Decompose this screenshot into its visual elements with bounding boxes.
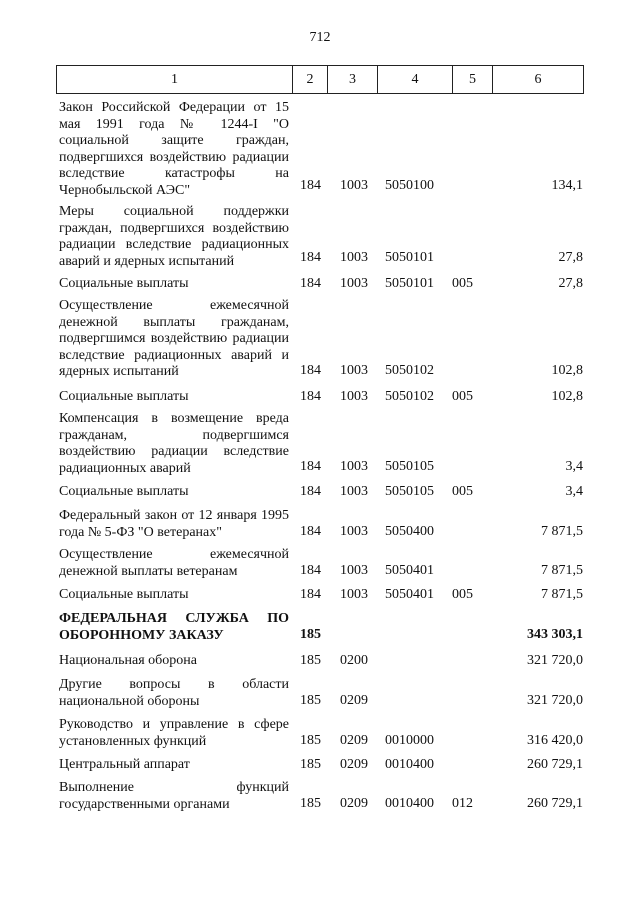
row-sum: 260 729,1	[527, 757, 583, 772]
row-name: Социальные выплаты	[59, 587, 189, 602]
row-vr: 012	[452, 796, 473, 811]
row-sum: 7 871,5	[541, 563, 583, 578]
row-rz: 0200	[340, 653, 368, 668]
row-name: Национальная оборона	[59, 653, 197, 668]
row-csr: 0010400	[385, 757, 434, 772]
row-name: Руководство и управление в сфере установленных функций	[59, 717, 289, 749]
row-name: Меры социальной поддержки граждан, подвергшихся воздействию радиации вследствие радиационных аварий и ядерных испытаний	[59, 204, 289, 269]
row-sum: 321 720,0	[527, 693, 583, 708]
row-rz: 0209	[340, 757, 368, 772]
row-rz: 1003	[340, 250, 368, 265]
row-rz: 1003	[340, 587, 368, 602]
row-sum: 343 303,1	[527, 627, 583, 642]
row-rz: 0209	[340, 796, 368, 811]
row-rz: 0209	[340, 693, 368, 708]
row-name: Компенсация в возмещение вреда гражданам, подвергшимся воздействию радиации вследствие радиационных аварий	[59, 411, 289, 476]
row-vr: 005	[452, 587, 473, 602]
row-sum: 260 729,1	[527, 796, 583, 811]
row-sum: 27,8	[558, 250, 583, 265]
row-name: Федеральный закон от 12 января 1995 года № 5-ФЗ "О ветеранах"	[59, 508, 289, 540]
row-sum: 3,4	[565, 459, 583, 474]
header-col-4: 4	[378, 66, 453, 93]
row-sum: 316 420,0	[527, 733, 583, 748]
row-ved: 185	[300, 733, 321, 748]
row-csr: 5050102	[385, 389, 434, 404]
row-name: Осуществление ежемесячной денежной выплаты гражданам, подвергшимся воздействию радиации вследствие радиационных аварий и ядерных испытаний	[59, 298, 289, 380]
table-header	[56, 65, 584, 94]
row-name: Осуществление ежемесячной денежной выплаты ветеранам	[59, 547, 289, 579]
row-name: Социальные выплаты	[59, 484, 189, 499]
row-rz: 1003	[340, 178, 368, 193]
row-vr: 005	[452, 389, 473, 404]
row-ved: 184	[300, 389, 321, 404]
row-csr: 5050105	[385, 484, 434, 499]
row-name: Центральный аппарат	[59, 757, 190, 772]
header-col-3: 3	[328, 66, 378, 93]
row-name: Закон Российской Федерации от 15 мая 1991 года № 1244-I "О социальной защите граждан, подвергшихся воздействию радиации вследствие катастрофы на Чернобыльской АЭС"	[59, 100, 289, 198]
row-csr: 5050401	[385, 587, 434, 602]
row-vr: 005	[452, 484, 473, 499]
row-ved: 184	[300, 459, 321, 474]
row-ved: 184	[300, 178, 321, 193]
row-name: Социальные выплаты	[59, 276, 189, 291]
row-csr: 5050100	[385, 178, 434, 193]
row-ved: 185	[300, 796, 321, 811]
header-col-5: 5	[453, 66, 493, 93]
row-ved: 184	[300, 587, 321, 602]
row-sum: 3,4	[565, 484, 583, 499]
row-ved: 185	[300, 653, 321, 668]
row-rz: 1003	[340, 363, 368, 378]
row-csr: 5050101	[385, 250, 434, 265]
row-ved: 184	[300, 563, 321, 578]
row-ved: 184	[300, 484, 321, 499]
row-csr: 5050401	[385, 563, 434, 578]
row-name: ФЕДЕРАЛЬНАЯ СЛУЖБА ПО ОБОРОННОМУ ЗАКАЗУ	[59, 611, 289, 643]
page-number: 712	[309, 30, 331, 45]
row-ved: 185	[300, 627, 321, 642]
row-csr: 5050101	[385, 276, 434, 291]
row-ved: 184	[300, 524, 321, 539]
row-sum: 134,1	[551, 178, 583, 193]
row-csr: 5050105	[385, 459, 434, 474]
row-name: Другие вопросы в области национальной обороны	[59, 677, 289, 709]
row-sum: 102,8	[551, 389, 583, 404]
row-rz: 0209	[340, 733, 368, 748]
row-ved: 184	[300, 276, 321, 291]
row-sum: 321 720,0	[527, 653, 583, 668]
row-rz: 1003	[340, 276, 368, 291]
row-ved: 184	[300, 363, 321, 378]
row-rz: 1003	[340, 459, 368, 474]
row-rz: 1003	[340, 524, 368, 539]
row-name: Выполнение функций государственными органами	[59, 780, 289, 812]
header-col-2: 2	[293, 66, 328, 93]
row-csr: 5050102	[385, 363, 434, 378]
row-ved: 185	[300, 693, 321, 708]
row-vr: 005	[452, 276, 473, 291]
header-col-1: 1	[57, 66, 293, 93]
row-rz: 1003	[340, 484, 368, 499]
row-csr: 5050400	[385, 524, 434, 539]
row-ved: 184	[300, 250, 321, 265]
row-csr: 0010400	[385, 796, 434, 811]
row-rz: 1003	[340, 389, 368, 404]
header-col-6: 6	[534, 71, 542, 87]
row-sum: 102,8	[551, 363, 583, 378]
row-sum: 27,8	[558, 276, 583, 291]
row-sum: 7 871,5	[541, 587, 583, 602]
row-sum: 7 871,5	[541, 524, 583, 539]
row-csr: 0010000	[385, 733, 434, 748]
row-name: Социальные выплаты	[59, 389, 189, 404]
row-ved: 185	[300, 757, 321, 772]
row-rz: 1003	[340, 563, 368, 578]
